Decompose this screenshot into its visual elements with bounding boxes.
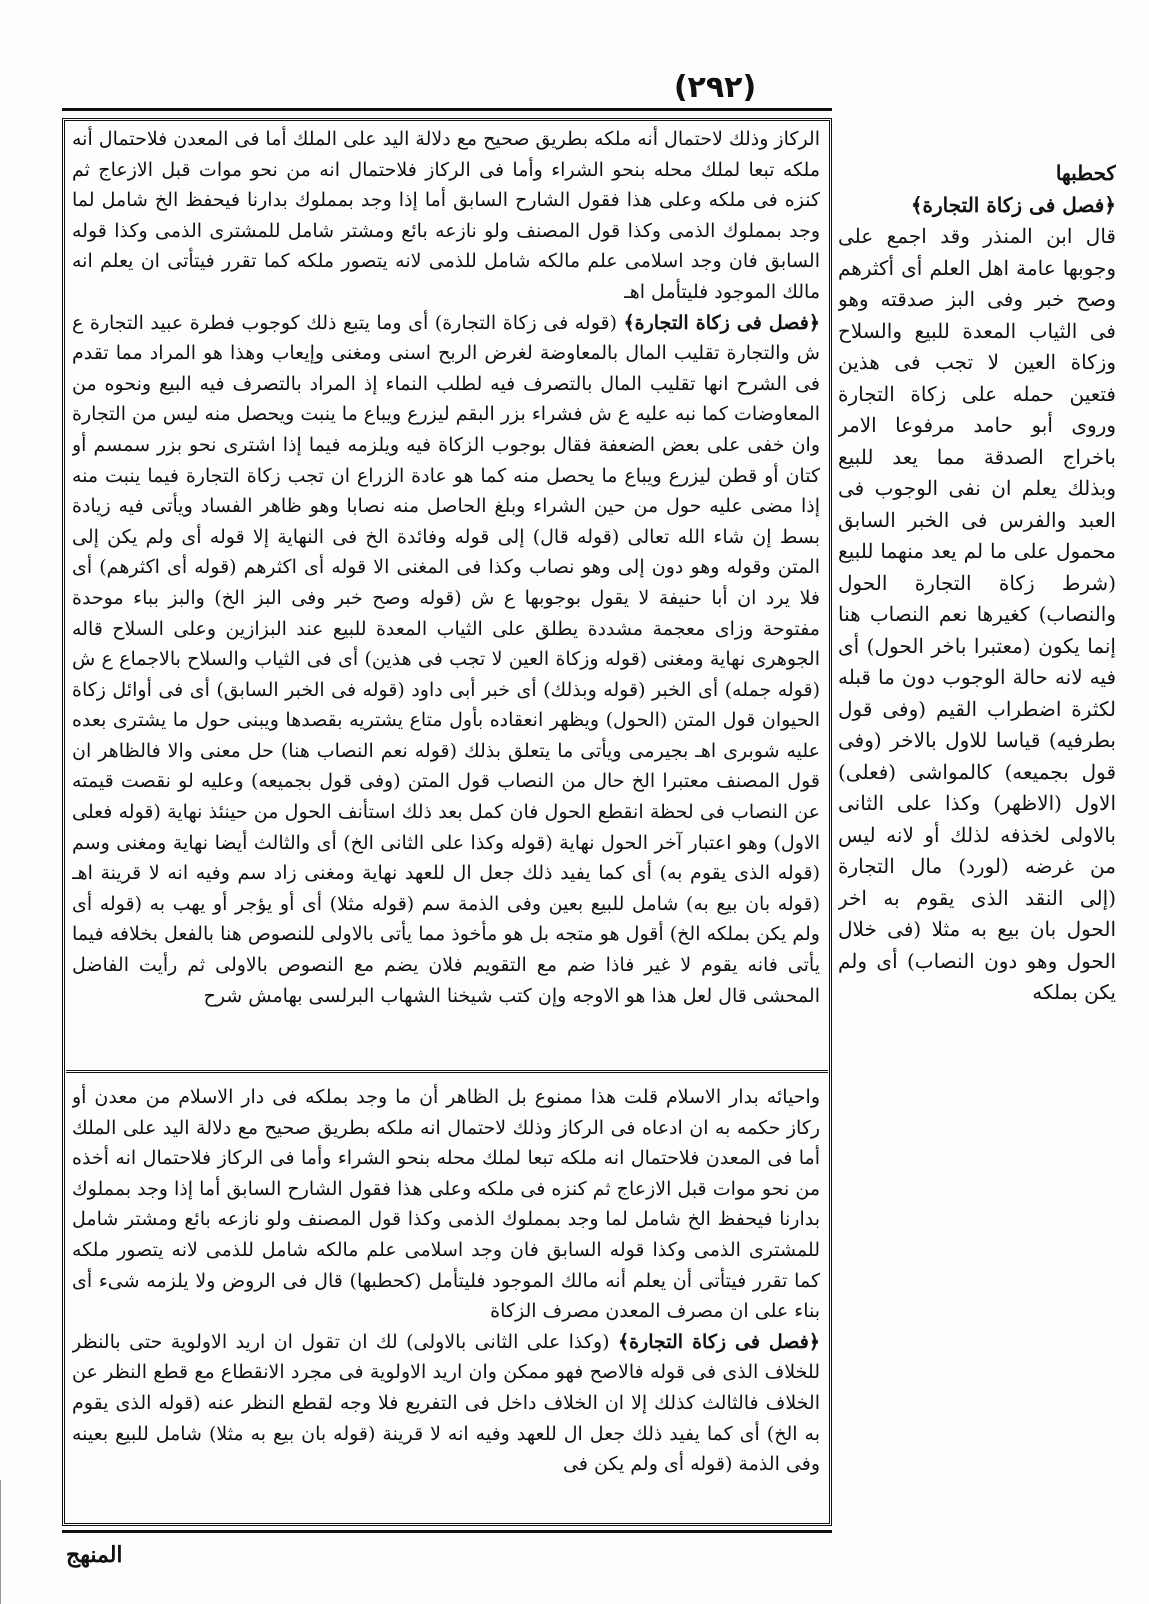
commentary-block-bottom [72,1082,820,1516]
commentary-block-top [72,124,820,1064]
block-divider [66,1070,828,1073]
commentary-paragraph: الركاز وذلك لاحتمال أنه ملكه بطريق صحيح مع دلالة اليد على الملك أما فى المعدن فلاحتمال أنه ملكه تبعا لملك محله بنحو الشراء وأما فى الركاز فلاحتمال انه من نحو موات قبل الازعاج ثم كنزه فى ملكه وعلى هذا فقول الشارح السابق أما إذا وجد بمملوك بدارنا فيحفظ الخ شامل لما وجد بمملوك الذمى وكذا قول المصنف ولو نازعه بائع ومشتر شامل للمشترى الذمى وكذا قوله السابق فان وجد اسلامى علم مالكه شامل للذمى لانه يتصور ملكه كما تقرر فيتأتى ان يعلم انه مالك الموجود فليتأمل اهـ [72,128,820,303]
header-rule [62,108,832,111]
margin-main-text [838,158,1116,1358]
commentary-text: (وكذا على الثانى بالاولى) لك ان تقول ان اريد الاولوية حتى بالنظر للخلاف الذى فى قوله فالاصح فهو ممكن وان اريد الاولوية فى مجرد الانقطاع مع قطع النظر عن الخلاف فالثالث كذلك إلا ان الخلاف داخل فى التفريع فلا وجه لقطع النظر عنه (قوله الذى يقوم به الخ) أى كما يفيد ذلك جعل ال للعهد وفيه انه لا قرينة (قوله بان بيع به مثلا) شامل للبيع بعينه وفى الذمة (قوله أى ولم يكن فى [72,1330,820,1476]
margin-paragraph: قال ابن المنذر وقد اجمع على وجوبها عامة اهل العلم أى أكثرهم وصح خبر وفى البز صدقته وهو فى الثياب المعدة للبيع والسلاح وزكاة العين لا تجب فى هذين فتعين حمله على زكاة التجارة وروى أبو حامد مرفوعا الامر باخراج الصدقة مما يعد للبيع وبذلك يعلم ان نفى الوجوب فى العبد والفرس فى الخبر السابق محمول على ما لم يعد منهما للبيع (شرط زكاة التجارة الحول والنصاب) كغيرها نعم النصاب هنا إنما يكون (معتبرا باخر الحول) أى فيه لانه حالة الوجوب دون ما قبله لكثرة اضطراب القيم (وفى قول بطرفيه) قياسا للاول بالاخر (وفى قول بجميعه) كالمواشى (فعلى) الاول (الاظهر) وكذا على الثانى بالاولى لخذفه لذلك أو لانه ليس من غرضه (لورد) مال التجارة (إلى النقد الذى يقوم به اخر الحول بان بيع به مثلا (فى خلال الحول وهو دون النصاب) أى ولم يكن بملكه [838,224,1116,1004]
margin-section-heading: ﴿فصل فى زكاة التجارة﴾ [910,192,1116,217]
commentary-paragraph [72,1327,820,1480]
commentary-text: (قوله فى زكاة التجارة) أى وما يتبع ذلك كوجوب فطرة عبيد التجارة ع ش والتجارة تقليب المال بالمعاوضة لغرض الربح اسنى ومغنى وإيعاب وهذا هو المراد مما تقدم فى الشرح انها تقليب المال بالتصرف فيه لطلب النماء إذ المراد بالتصرف فيه البيع ونحوه من المعاوضات كما نبه عليه ع ش فشراء بزر البقم ليزرع ويباع ما ينبت ويحصل منه ليس من التجارة وان خفى على بعض الضعفة فقال بوجوب الزكاة فيه ويلزمه فيما إذا اشترى نحو بزر سمسم أو كتان أو قطن ليزرع ويباع ما يحصل منه كما هو عادة الزراع ان تجب زكاة التجارة فيما ينبت منه إذا مضى عليه حول من حين الشراء وبلغ الحاصل منه نصابا وهو ظاهر الفساد ويأتى فيه زيادة بسط إن شاء الله تعالى (قوله قال) إلى قوله وفائدة الخ فى النهاية إلا قوله أى ولم يكن إلى المتن وقوله وهو دون إلى وهو نصاب وكذا فى المغنى الا قوله أى اكثرهم (قوله أى اكثرهم) أى فلا يرد ان أبا حنيفة لا يقول بوجوبها ع ش (قوله وصح خبر وفى البز الخ) والبز بباء موحدة مفتوحة وزاى معجمة مشددة يطلق على الثياب المعدة للبيع عند البزازين وعلى السلاح قاله الجوهرى نهاية ومغنى (قوله وزكاة العين لا تجب فى هذين) أى فى الثياب والسلاح بالاجماع ع ش (قوله جمله) أى الخبر (قوله وبذلك) أى خبر أبى داود (قوله فى الخبر السابق) أى فى أوائل زكاة الحيوان قول المتن (الحول) ويظهر انعقاده بأول متاع يشتريه بقصدها ويبنى حول ما يشترى بعده عليه شوبرى اهـ بجيرمى ويأتى ما يتعلق بذلك (قوله نعم النصاب هنا) حل معنى والا فالظاهر ان قول المصنف معتبرا الخ حال من النصاب قول المتن (وفى قول بجميعه) وعليه لو نقصت قيمته عن النصاب فى لحظة انقطع الحول فان كمل بعد ذلك استأنف الحول من حينئذ نهاية (قوله فعلى الاول) وهو اعتبار آخر الحول نهاية (قوله وكذا على الثانى الخ) أى والثالث أيضا نهاية ومغنى وسم (قوله الذى يقوم به) أى كما يفيد ذلك جعل ال للعهد نهاية ومغنى زاد سم وفيه انه لا قرينة اهـ (قوله بان بيع به) شامل للبيع بعين وفى الذمة سم (قوله مثلا) أى أو يؤجر أو يهب به (قوله أى ولم يكن بملكه الخ) أقول هو متجه بل هو مأخوذ مما يأتى بالاولى للنصوص هنا بالفعل بخلافه فيما يأتى فانه يقوم لا غير فاذا ضم مع التقويم فلان يضم مع النصوص بالاولى ثم رأيت الفاضل المحشى قال لعل هذا هو الاوجه وإن كتب شيخنا الشهاب البرلسى بهامش شرح [72,311,820,1007]
footer-catchword: المنهج [66,1542,123,1568]
section-heading: ﴿فصل فى زكاة التجارة﴾ [623,311,820,334]
footer-rule [62,1530,832,1533]
commentary-paragraph: واحيائه بدار الاسلام قلت هذا ممنوع بل الظاهر أن ما وجد بملكه فى دار الاسلام من معدن أو ركاز حكمه به ان ادعاه فى الركاز وذلك لاحتمال انه ملكه بطريق صحيح مع دلالة اليد على الملك أما فى المعدن فلاحتمال انه ملكه تبعا لملك محله بنحو الشراء وأما فى الركاز فلاحتمال انه أخذه من نحو موات قبل الازعاج ثم كنزه فى ملكه وعلى هذا فقول الشارح السابق أما إذا وجد بمملوك بدارنا فيحفظ الخ شامل لما وجد بمملوك الذمى وكذا قول المصنف ولو نازعه بائع ومشتر شامل للمشترى الذمى وكذا قوله السابق فان وجد اسلامى علم مالكه شامل للذمى لانه يتصور ملكه كما تقرر فيتأتى أن يعلم أنه مالك الموجود فليتأمل (كحطبها) قال فى الروض ولا يلزمه شىء أى بناء على ان مصرف المعدن مصرف الزكاة [72,1086,820,1323]
page-edge-line [0,1480,5,1604]
page-number: (٢٩٢) [673,70,757,105]
commentary-paragraph [72,308,820,1012]
margin-catchword: كحطبها [1055,161,1116,185]
section-heading: ﴿فصل فى زكاة التجارة﴾ [617,1330,820,1353]
